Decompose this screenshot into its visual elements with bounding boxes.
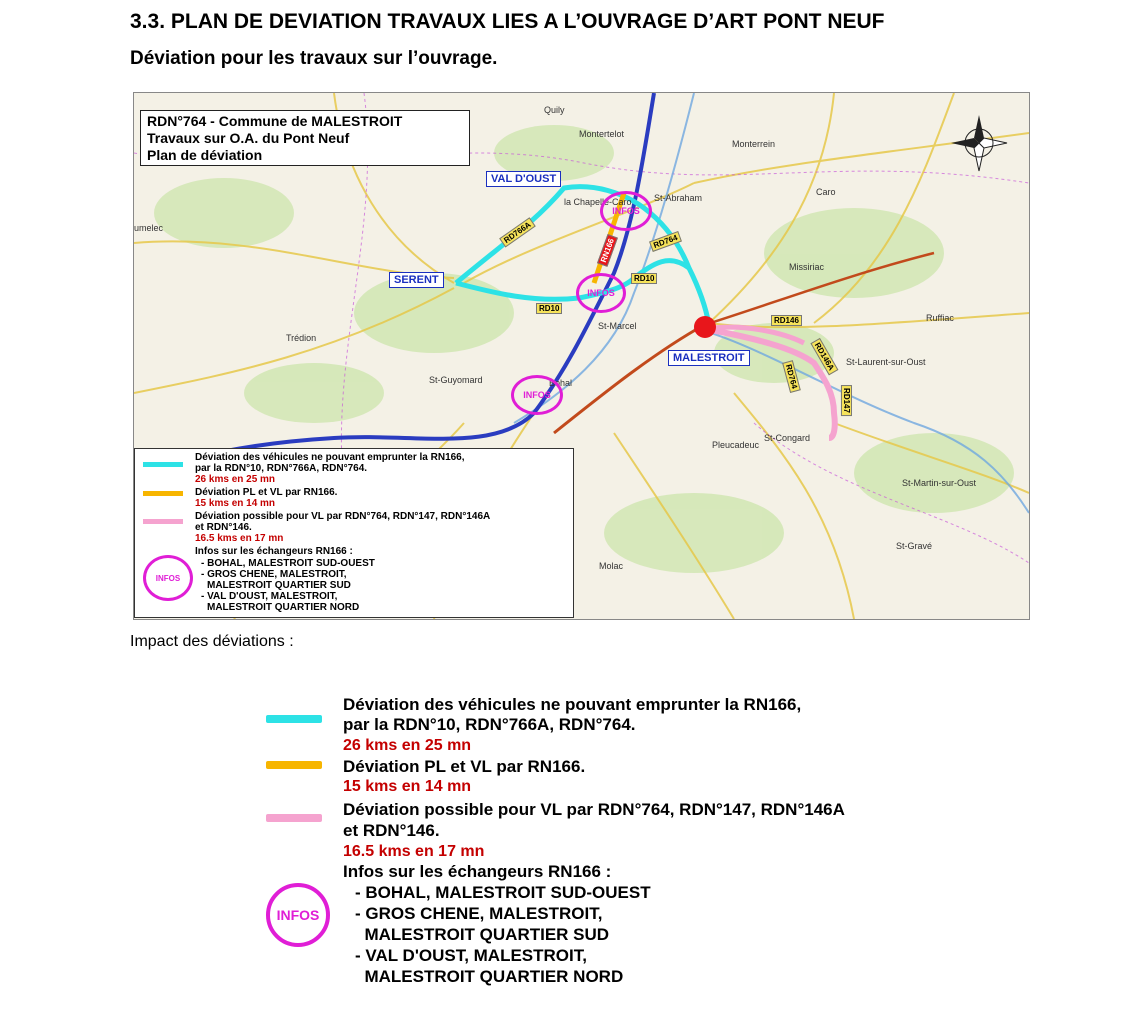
closure-point: [694, 316, 716, 338]
legend-pink-swatch: [266, 814, 322, 822]
place-label-st-laurent: St-Laurent-sur-Oust: [846, 357, 926, 367]
legend-cyan-swatch: [266, 715, 322, 723]
place-box-malestroit: MALESTROIT: [668, 350, 750, 366]
place-label-bohal: Bohal: [549, 378, 573, 388]
map-legend-infos-item: MALESTROIT QUARTIER SUD: [207, 580, 351, 591]
map-legend-orange-swatch: [143, 491, 183, 496]
infos-circle-gros-chene: INFOS: [576, 273, 626, 313]
map-legend-infos-title: Infos sur les échangeurs RN166 :: [195, 546, 353, 557]
map-title-line-1: RDN°764 - Commune de MALESTROIT: [147, 113, 403, 129]
legend-cyan-line1: Déviation des véhicules ne pouvant emprunter la RN166,: [343, 695, 802, 714]
map-legend-pink-time: 16.5 kms en 17 mn: [195, 533, 284, 544]
map-title-line-3: Plan de déviation: [147, 147, 263, 163]
place-label-quily: Quily: [544, 105, 565, 115]
map-legend-infos-item: - VAL D'OUST, MALESTROIT,: [201, 591, 338, 602]
map-legend-cyan-line2: par la RDN°10, RDN°766A, RDN°764.: [195, 463, 368, 474]
place-label-montertelot: Montertelot: [579, 129, 625, 139]
place-box-serent: SERENT: [389, 272, 444, 288]
map-legend: [134, 448, 574, 618]
place-label-molac: Molac: [599, 561, 624, 571]
legend-infos-item: - GROS CHENE, MALESTROIT,: [355, 904, 603, 923]
legend-infos-item: - BOHAL, MALESTROIT SUD-OUEST: [355, 883, 651, 902]
place-label-monterrein: Monterrein: [732, 139, 776, 149]
place-label-st-abraham: St-Abraham: [654, 193, 703, 203]
road-tag-rd764: RD764: [649, 231, 682, 252]
place-label-tredion: Trédion: [286, 333, 317, 343]
place-label-ruffiac: Ruffiac: [926, 313, 954, 323]
place-label-st-grave: St-Gravé: [896, 541, 933, 551]
place-label-st-martin: St-Martin-sur-Oust: [902, 478, 977, 488]
place-box-val-doust: VAL D'OUST: [486, 171, 561, 187]
map-legend-orange-line1: Déviation PL et VL par RN166.: [195, 487, 338, 498]
legend-orange-swatch: [266, 761, 322, 769]
impact-label: Impact des déviations :: [130, 633, 294, 650]
legend-orange-line1: Déviation PL et VL par RN166.: [343, 757, 586, 776]
section-subheading: Déviation pour les travaux sur l’ouvrage.: [130, 48, 498, 69]
legend-cyan-time: 26 kms en 25 mn: [343, 737, 472, 754]
legend-pink-line1: Déviation possible pour VL par RDN°764, RDN°147, RDN°146A: [343, 800, 845, 819]
map-legend-cyan-line1: Déviation des véhicules ne pouvant emprunter la RN166,: [195, 452, 465, 463]
map-legend-infos-item: - BOHAL, MALESTROIT SUD-OUEST: [201, 558, 375, 569]
legend-infos-item: MALESTROIT QUARTIER NORD: [355, 967, 624, 986]
legend-orange-time: 15 kms en 14 mn: [343, 778, 472, 795]
legend-infos-icon: INFOS: [266, 883, 330, 947]
deviation-map: [133, 92, 1030, 620]
road-tag-rd10-a: RD10: [631, 273, 657, 284]
map-legend-pink-line1: Déviation possible pour VL par RDN°764, RDN°147, RDN°146A: [195, 511, 491, 522]
place-label-st-congard: St-Congard: [764, 433, 811, 443]
map-legend-cyan-swatch: [143, 462, 183, 467]
place-label-la-chapelle-caro: la Chapelle-Caro: [564, 197, 632, 207]
map-legend-infos-item: - GROS CHENE, MALESTROIT,: [201, 569, 347, 580]
road-tag-rd146: RD146: [771, 315, 802, 326]
place-label-pleucadeuc: Pleucadeuc: [712, 440, 760, 450]
legend-infos-item: MALESTROIT QUARTIER SUD: [355, 925, 610, 944]
road-tag-rd766a: RD766A: [499, 217, 535, 247]
map-title-line-2: Travaux sur O.A. du Pont Neuf: [147, 130, 350, 146]
place-label-st-marcel: St-Marcel: [598, 321, 637, 331]
place-label-caro: Caro: [816, 187, 836, 197]
legend-cyan-line2: par la RDN°10, RDN°766A, RDN°764.: [343, 715, 636, 734]
legend-infos-title: Infos sur les échangeurs RN166 :: [343, 862, 612, 881]
legend-pink-time: 16.5 kms en 17 mn: [343, 843, 485, 860]
map-legend-pink-swatch: [143, 519, 183, 524]
map-legend-orange-time: 15 kms en 14 mn: [195, 498, 276, 509]
place-label-st-guyomard: St-Guyomard: [429, 375, 483, 385]
road-tag-rd764-b: RD764: [782, 360, 801, 393]
map-legend-cyan-time: 26 kms en 25 mn: [195, 474, 276, 485]
road-tag-rd10-b: RD10: [536, 303, 562, 314]
road-tag-rd146a: RD146A: [810, 338, 838, 375]
infos-circle-val-doust: INFOS: [600, 191, 652, 231]
section-heading: 3.3. PLAN DE DEVIATION TRAVAUX LIES A L’OUVRAGE D’ART PONT NEUF: [130, 10, 885, 33]
legend-infos-item: - VAL D'OUST, MALESTROIT,: [355, 946, 587, 965]
place-label-cumelec: umelec: [134, 223, 164, 233]
infos-circle-bohal: INFOS: [511, 375, 563, 415]
road-tag-rn166: RN166: [597, 234, 618, 267]
place-label-missiriac: Missiriac: [789, 262, 824, 272]
legend-pink-line2: et RDN°146.: [343, 821, 440, 840]
road-tag-rd147: RD147: [841, 385, 852, 416]
map-title-box: [140, 110, 470, 166]
map-legend-infos-item: MALESTROIT QUARTIER NORD: [207, 602, 360, 613]
map-legend-pink-line2: et RDN°146.: [195, 522, 252, 533]
map-legend-infos-icon: INFOS: [143, 555, 193, 601]
